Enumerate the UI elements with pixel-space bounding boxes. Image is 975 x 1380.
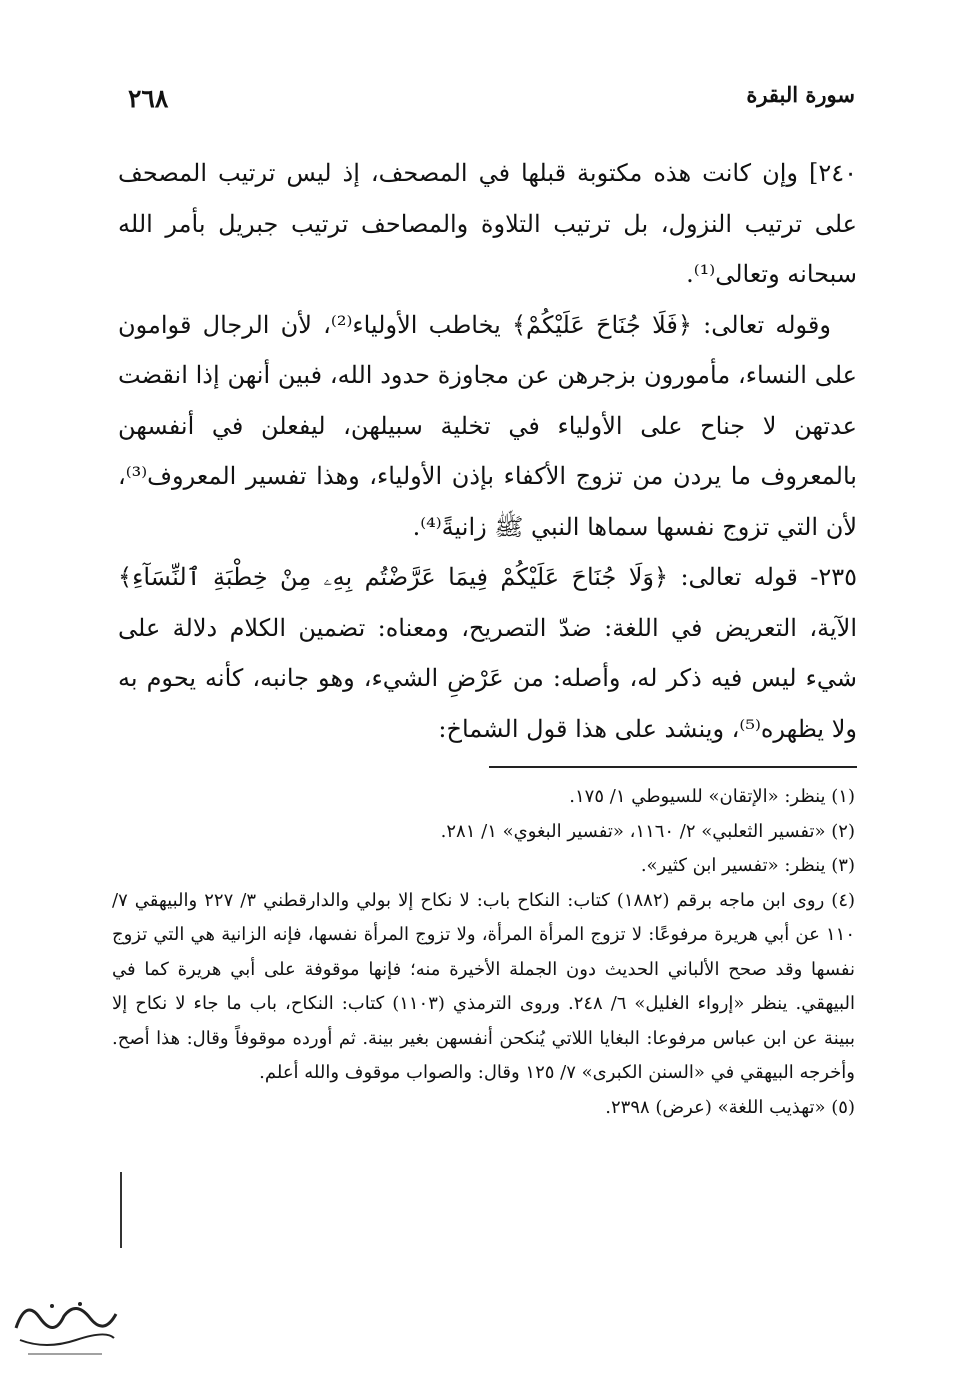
running-title: سورة البقرة: [746, 82, 855, 107]
main-text: [118, 148, 857, 754]
page-header: [120, 72, 855, 122]
margin-line: [120, 1172, 122, 1248]
footnote: (٣) ينظر: «تفسير ابن كثير».: [640, 855, 855, 876]
paragraph: ٢٤٠] وإن كانت هذه مكتوبة قبلها في المصحف، إذ ليس ترتيب المصحف على ترتيب النزول، بل ترتيب التلاوة والمصاحف ترتيب جبريل بأمر الله سبحانه وتعالى⁽¹⁾.: [118, 159, 857, 288]
footnote: (٢) «تفسير الثعلبي» ٢/ ١١٦٠، «تفسير البغوي» ١/ ٢٨١.: [440, 820, 855, 842]
footnote: (٤) روى ابن ماجه برقم (١٨٨٢) كتاب: النكاح باب: لا نكاح إلا بولي والدارقطني ٣/ ٢٢٧ والبيهقي ٧/ ١١٠ عن أبي هريرة مرفوعًا: لا تزوج المرأة المرأة، ولا تزوج المرأة نفسها، فإنه الزانية هي التي تزوج نفسها وقد صحح الألباني الحديث دون الجملة الأخيرة منه؛ فإنها موقوفة على أبي هريرة كما في البيهقي. ينظر «إرواء الغليل» ٦/ ٢٤٨. وروى الترمذي (١١٠٣) كتاب: النكاح، باب ما جاء لا نكاح إلا ببينة عن ابن عباس مرفوعا: البغايا اللاتي يُنكحن أنفسهن بغير بينة. ثم أورده موقوفاً وقال: هذا أصح. وأخرجه البيهقي في «السنن الكبرى» ٧/ ١٢٥ وقال: والصواب موقوف والله أعلم.: [112, 889, 856, 1083]
footnote: (١) ينظر: «الإتقان» للسيوطي ١/ ١٧٥.: [569, 786, 855, 807]
footnote: (٥) «تهذيب اللغة» (عرض) ٢٣٩٨.: [605, 1096, 855, 1118]
paragraph: ٢٣٥- قوله تعالى: ﴿وَلَا جُنَاحَ عَلَيْكُمْ فِيمَا عَرَّضْتُم بِهِۦ مِنْ خِطْبَةِ ٱلنِّسَآءِ﴾ الآية، التعريض في اللغة: ضدّ التصريح، ومعناه: تضمين الكلام دلالة على شيء ليس فيه ذكر له، وأصله: من عَرْضِ الشيء، وهو جانبه، كأنه يحوم به ولا يظهره⁽⁵⁾، وينشد على هذا قول الشماخ:: [118, 563, 857, 743]
paragraph: وقوله تعالى: ﴿فَلَا جُنَاحَ عَلَيْكُمْ﴾ يخاطب الأولياء⁽²⁾، لأن الرجال قوامون على النساء، مأمورون بزجرهن عن مجاوزة حدود الله، فبين أنهن إذا انقضت عدتهن لا جناح على الأولياء في تخلية سبيلهن، ليفعلن في أنفسهن بالمعروف ما يردن من تزوج الأكفاء بإذن الأولياء، وهذا تفسير المعروف⁽³⁾، لأن التي تزوج نفسها سماها النبي ﷺ زانيةً⁽⁴⁾.: [118, 310, 857, 541]
footnote-separator: [489, 766, 857, 768]
footnotes: [112, 780, 855, 1125]
page-number: ٢٦٨: [128, 84, 169, 113]
watermark-logo: [6, 1288, 124, 1368]
